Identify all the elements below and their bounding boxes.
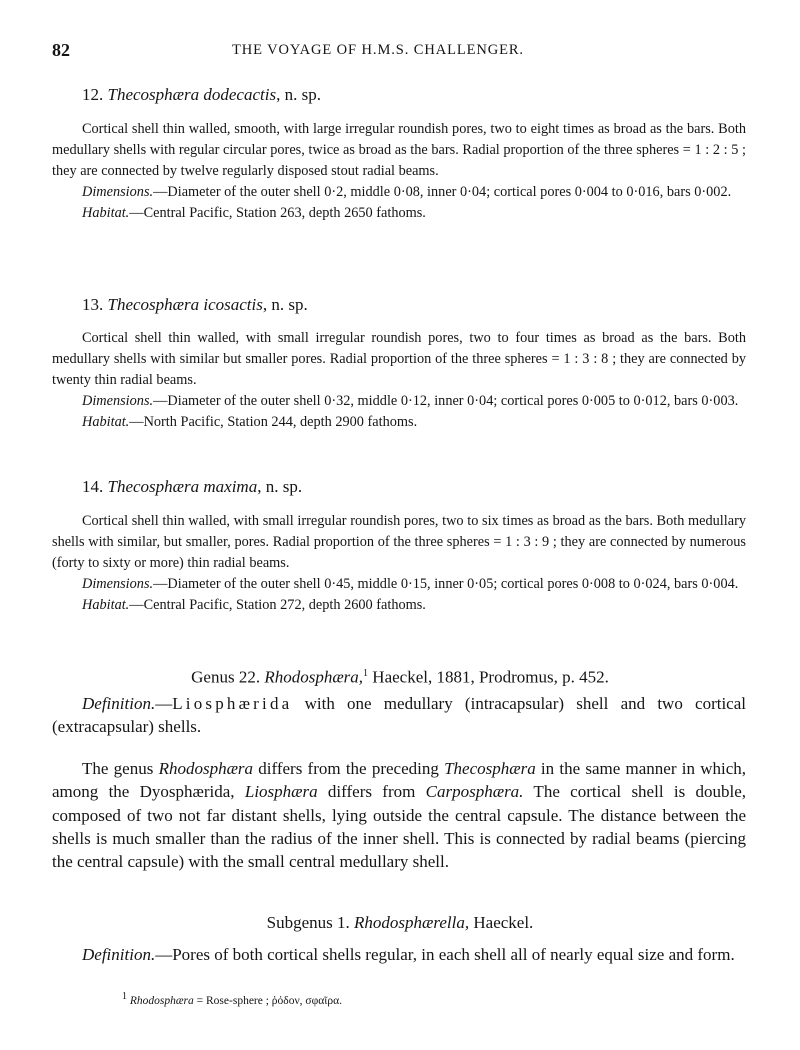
species-description: Cortical shell thin walled, smooth, with large irregular roundish pores, two to eight times as broad as the bars. Both medullary shells with regular circular pores, twice as broad as the bars. Radial proportion of the three spheres = 1 : 2 : 5 ; they are connected by twelve regularly disposed stout radial beams. bbox=[52, 121, 746, 179]
species-description: Cortical shell thin walled, with small irregular roundish pores, two to four times as broad as the bars. Both medullary shells with similar but smaller pores. Radial proportion of the three spheres = 1 : 3 : 8 ; they are connected by twenty thin radial beams. bbox=[52, 330, 746, 388]
paragraph-text: differs from bbox=[317, 782, 426, 802]
genus-prefix: Genus 22. bbox=[191, 667, 261, 687]
paragraph-text: in the same manner in which, among the Dyosphærida, bbox=[52, 758, 746, 802]
dimensions-text: —Diameter of the outer shell 0·45, middle 0·15, inner 0·05; cortical pores 0·008 to 0·024, bars 0·004. bbox=[153, 576, 739, 592]
paragraph-italic: Rhodosphæra bbox=[158, 758, 254, 778]
species-description: Cortical shell thin walled, with small irregular roundish pores, two to six times as broad as the bars. Both medullary shells with similar, but smaller, pores. Radial proportion of the three spheres = 1 : 3 : 9 ; they are connected by numerous (forty to sixty or more) thin radial beams. bbox=[52, 513, 746, 571]
subgenus-definition bbox=[52, 943, 746, 966]
definition-label: Definition. bbox=[82, 945, 156, 964]
species-suffix: , n. sp. bbox=[262, 295, 308, 314]
habitat-label: Habitat. bbox=[82, 205, 130, 221]
species-14-title bbox=[52, 476, 746, 498]
habitat-text: —North Pacific, Station 244, depth 2900 fathoms. bbox=[129, 414, 418, 430]
dimensions-label: Dimensions. bbox=[82, 393, 154, 409]
dimensions-text: —Diameter of the outer shell 0·32, middle 0·12, inner 0·04; cortical pores 0·005 to 0·012, bars 0·003. bbox=[153, 393, 739, 409]
dimensions-label: Dimensions. bbox=[82, 576, 154, 592]
dimensions-paragraph bbox=[52, 391, 746, 412]
species-13-body bbox=[52, 328, 746, 433]
genus-body bbox=[52, 692, 746, 874]
paragraph-italic: Carposphæra. bbox=[425, 782, 524, 802]
footnote bbox=[52, 990, 746, 1008]
definition-label: Definition. bbox=[82, 694, 156, 713]
species-12-body bbox=[52, 119, 746, 224]
footnote-text: = Rose-sphere ; ῥόδον, σφαῖρα. bbox=[193, 994, 343, 1007]
species-number: 14. bbox=[82, 477, 104, 496]
subgenus-suffix: Haeckel. bbox=[473, 913, 534, 932]
definition-dash: — bbox=[155, 694, 173, 713]
definition-text: with one medullary (intracapsular) shell and two cortical (extracapsular) shells. bbox=[52, 694, 746, 737]
species-13-title bbox=[52, 294, 746, 316]
subgenus-prefix: Subgenus 1. bbox=[266, 913, 350, 932]
paragraph-text: The genus bbox=[82, 758, 159, 778]
species-14-body bbox=[52, 511, 746, 616]
subgenus-body bbox=[52, 943, 746, 966]
footnote-term: Rhodosphæra bbox=[129, 994, 194, 1007]
paragraph-text: The cortical shell is double, composed of two not far distant shells, lying outside the central capsule. The distance between the shells is much smaller than the radius of the inner shell. This is connected by radial beams (piercing the central capsule) with the small central medullary shell. bbox=[52, 782, 747, 872]
habitat-label: Habitat. bbox=[82, 414, 130, 430]
page-number: 82 bbox=[52, 40, 70, 60]
page-header bbox=[52, 40, 752, 64]
habitat-paragraph bbox=[52, 595, 746, 616]
dimensions-paragraph bbox=[52, 182, 746, 203]
genus-heading bbox=[0, 663, 800, 689]
species-suffix: , n. sp. bbox=[257, 477, 303, 496]
paragraph-text: differs from the preceding bbox=[253, 758, 445, 778]
paragraph-italic: Liosphæra bbox=[244, 782, 318, 802]
definition-group: Liosphærida bbox=[172, 694, 293, 713]
species-name: Thecosphæra maxima bbox=[107, 477, 258, 496]
habitat-label: Habitat. bbox=[82, 597, 130, 613]
species-12-title bbox=[52, 84, 746, 106]
footnote-mark: 1 bbox=[122, 991, 127, 1002]
species-name: Thecosphæra dodecactis bbox=[107, 85, 277, 104]
dimensions-paragraph bbox=[52, 574, 746, 595]
species-suffix: , n. sp. bbox=[276, 85, 321, 104]
definition-text: —Pores of both cortical shells regular, in each shell all of nearly equal size and form. bbox=[155, 945, 735, 964]
subgenus-name: Rhodosphærella, bbox=[354, 913, 470, 932]
habitat-text: —Central Pacific, Station 263, depth 2650 fathoms. bbox=[129, 205, 426, 221]
species-name: Thecosphæra icosactis bbox=[107, 295, 263, 314]
genus-paragraph bbox=[52, 757, 746, 874]
species-number: 13. bbox=[82, 295, 104, 314]
subgenus-heading bbox=[0, 912, 800, 934]
species-number: 12. bbox=[82, 85, 104, 104]
footnote-mark: 1 bbox=[363, 668, 369, 679]
habitat-paragraph bbox=[52, 412, 746, 433]
paragraph-italic: Thecosphæra bbox=[444, 758, 536, 778]
genus-definition bbox=[52, 692, 746, 739]
running-head: THE VOYAGE OF H.M.S. CHALLENGER. bbox=[232, 42, 524, 58]
habitat-paragraph bbox=[52, 203, 746, 224]
genus-suffix: Haeckel, 1881, Prodromus, p. 452. bbox=[372, 667, 609, 687]
dimensions-text: —Diameter of the outer shell 0·2, middle 0·08, inner 0·04; cortical pores 0·004 to 0·016, bars 0·002. bbox=[153, 184, 732, 200]
habitat-text: —Central Pacific, Station 272, depth 2600 fathoms. bbox=[129, 597, 426, 613]
dimensions-label: Dimensions. bbox=[82, 184, 154, 200]
genus-name: Rhodosphæra, bbox=[264, 667, 364, 687]
